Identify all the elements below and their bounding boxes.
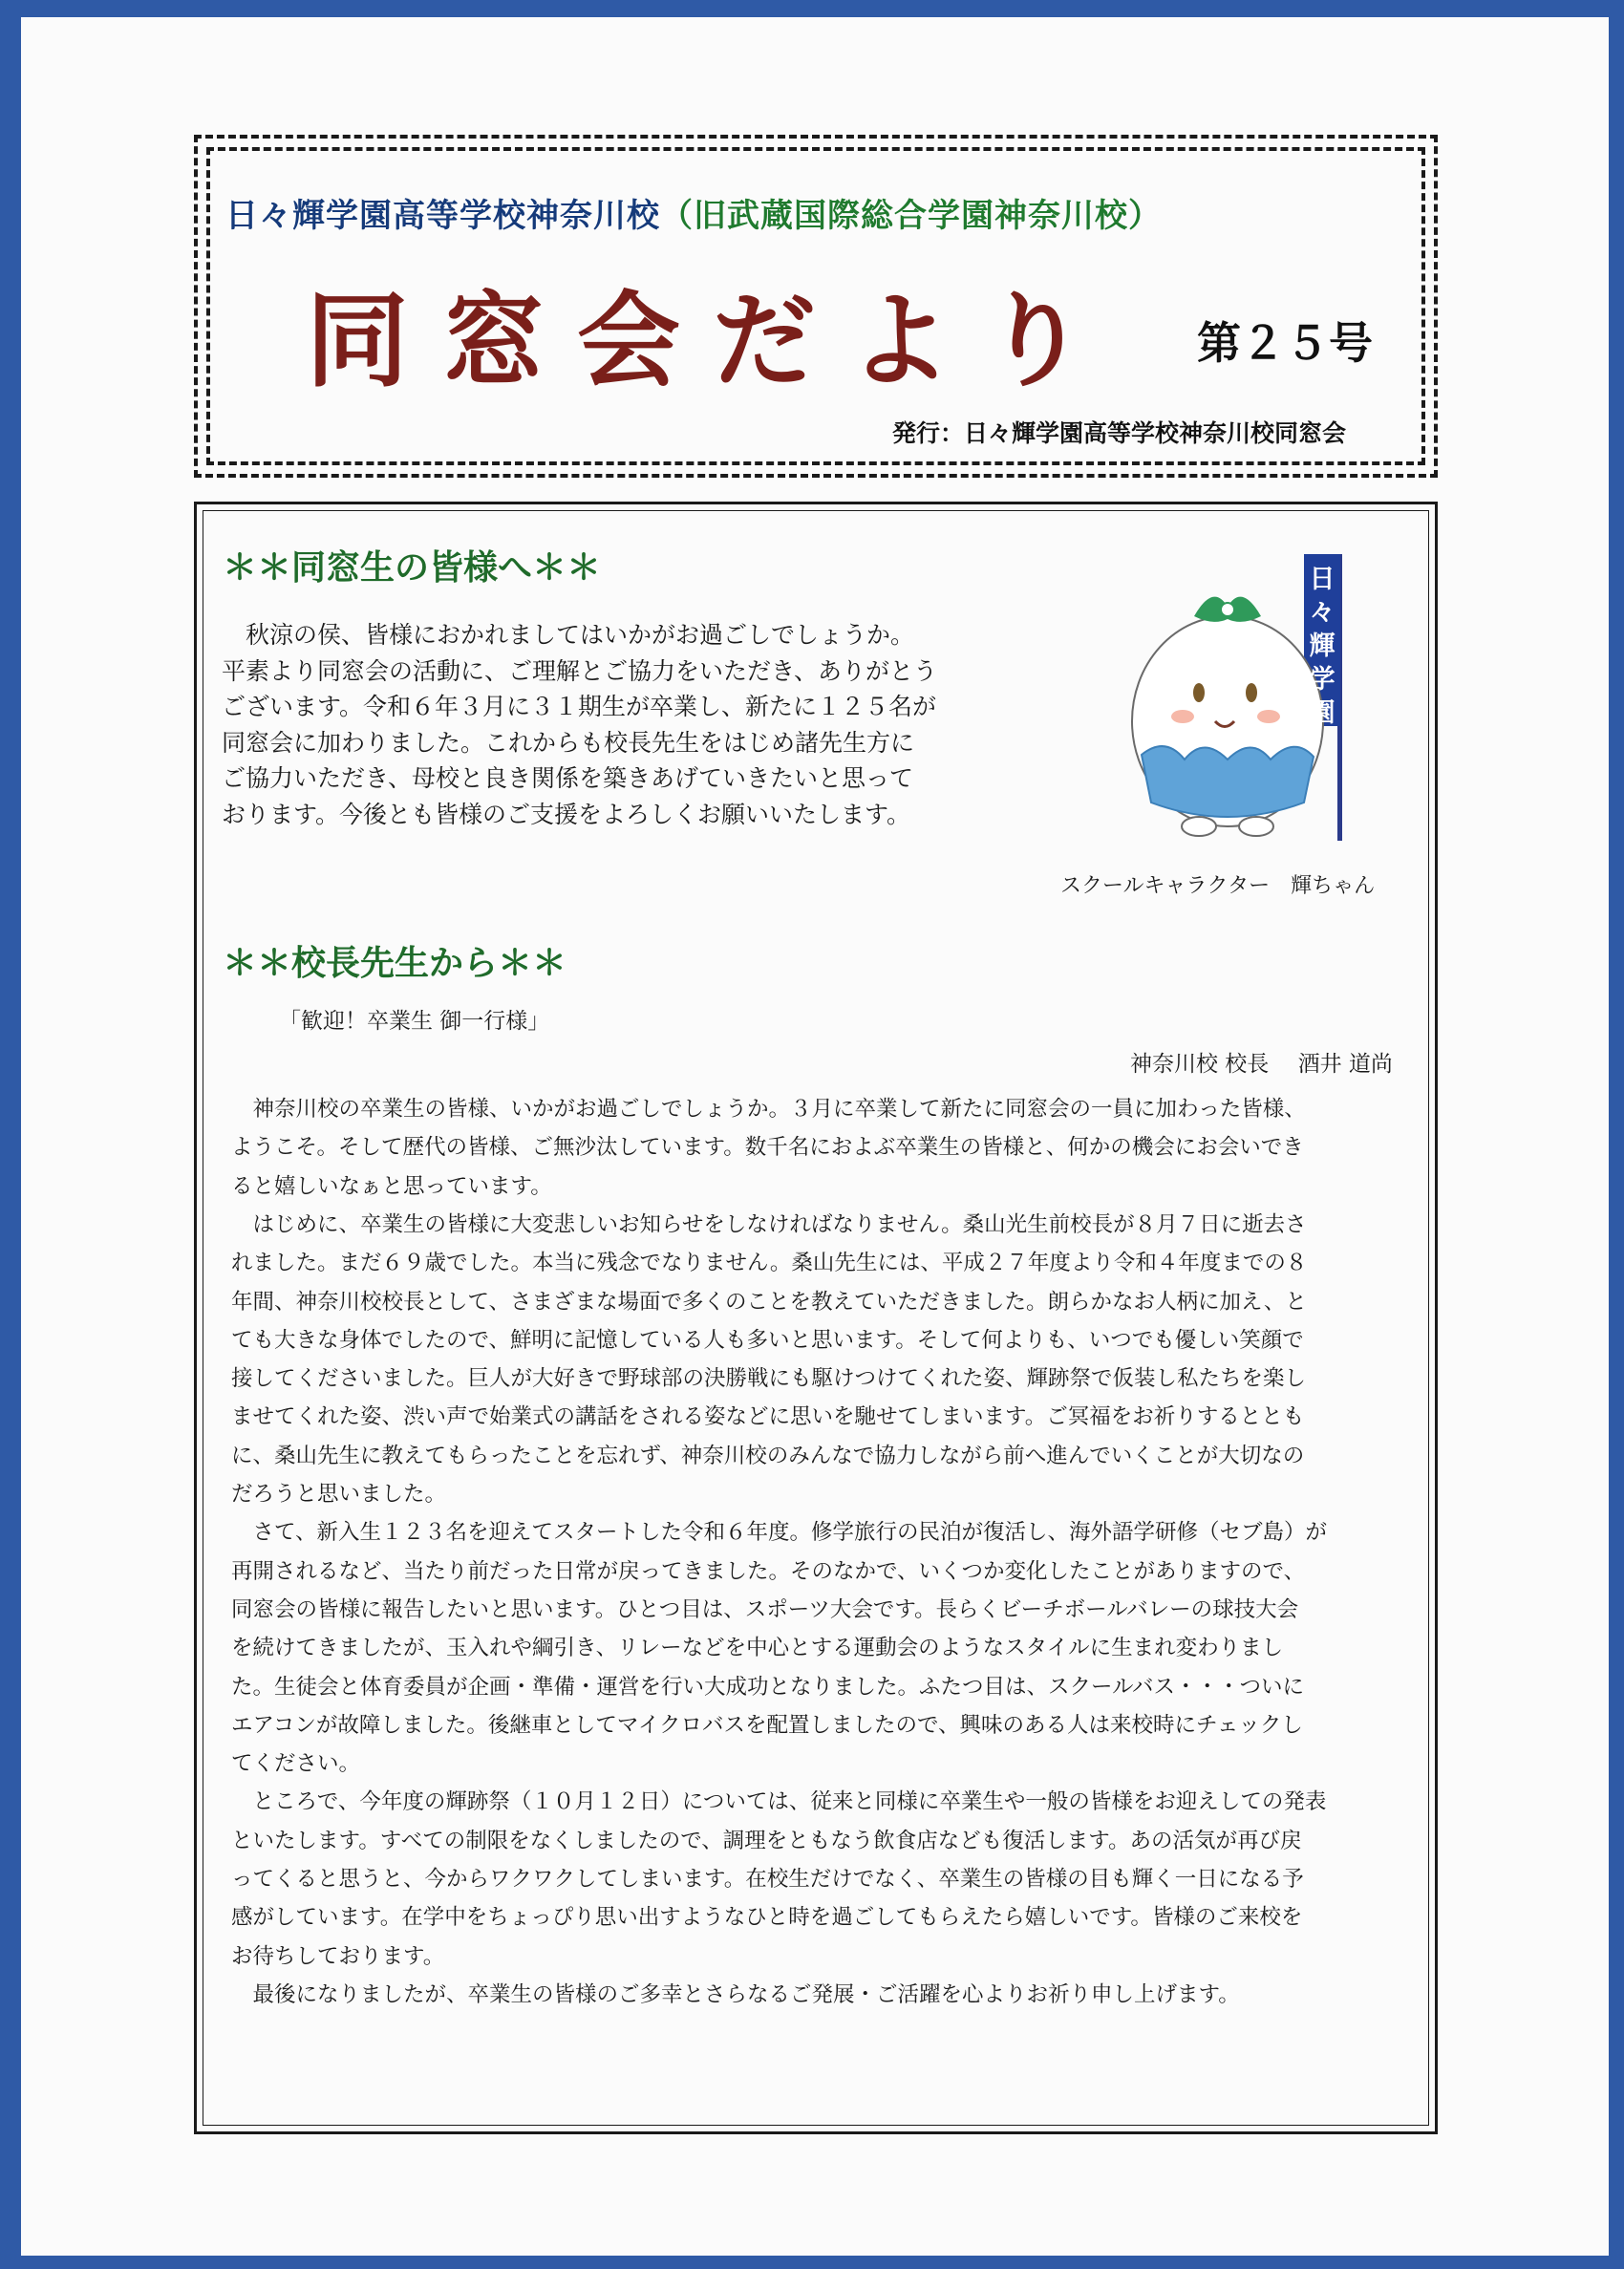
mascot-right-eye [1246, 683, 1257, 702]
body-text-line: ようこそ。そして歴代の皆様、ご無沙汰しています。数千名におよぶ卒業生の皆様と、何かの機会にお会いでき [231, 1135, 1304, 1161]
body-text-line: れました。まだ６９歳でした。本当に残念でなりません。桑山先生には、平成２７年度より令和４年度までの８ [231, 1251, 1308, 1276]
body-text-line: を続けてきましたが、玉入れや綱引き、リレーなどを中心とする運動会のようなスタイルに生まれ変わりまし [231, 1636, 1284, 1661]
newsletter-title: 同窓会だより [306, 281, 1121, 401]
body-text-line: ございます。令和６年３月に３１期生が卒業し、新たに１２５名が [222, 693, 937, 720]
body-text-line: た。生徒会と体育委員が企画・準備・運営を行い大成功となりました。ふたつ目は、スクールバス・・・ついに [231, 1674, 1304, 1700]
scan-border-left [0, 0, 21, 2269]
body-text-line: さて、新入生１２３名を迎えてスタートした令和６年度。修学旅行の民泊が復活し、海外語学研修（セブ島）が [231, 1520, 1328, 1546]
scan-border-top [0, 0, 1624, 17]
mascot-left-cheek [1171, 710, 1194, 723]
mascot-right-cheek [1257, 710, 1280, 723]
scan-border-right [1609, 0, 1624, 2269]
scan-border-bottom [0, 2256, 1624, 2269]
flag-char-1: 日 [1309, 565, 1336, 594]
principal-author: 神奈川校 校長 酒井 道尚 [1130, 1052, 1393, 1077]
school-name-current: 日々輝学園高等学校神奈川校 [225, 197, 660, 235]
body-text-line: ても大きな身体でしたので、鮮明に記憶している人も多いと思います。そして何よりも、いつでも優しい笑顔で [231, 1327, 1304, 1353]
body-text-line: はじめに、卒業生の皆様に大変悲しいお知らせをしなければなりません。桑山光生前校長が８月７日に逝去さ [231, 1211, 1307, 1237]
body-text-line: ところで、今年度の輝跡祭（１０月１２日）については、従来と同様に卒業生や一般の皆様をお迎えしての発表 [231, 1789, 1327, 1815]
body-text-line: てください。 [231, 1751, 361, 1777]
mascot-right-foot [1239, 817, 1273, 836]
mascot-left-foot [1182, 817, 1216, 836]
body-text-line: ると嬉しいなぁと思っています。 [231, 1173, 552, 1199]
body-text-line: ってくると思うと、今からワクワクしてしまいます。在校生だけでなく、卒業生の皆様の目も輝く一日になる予 [231, 1867, 1304, 1892]
body-text-line: 最後になりましたが、卒業生の皆様のご多幸とさらなるご発展・ご活躍を心よりお祈り申し上げます。 [231, 1981, 1240, 2007]
flag-char-3: 輝 [1309, 631, 1336, 661]
body-text-line: 平素より同窓会の活動に、ご理解とご協力をいただき、ありがとう [222, 656, 938, 685]
school-name [225, 189, 1162, 236]
body-text-line: おります。今後とも皆様のご支援をよろしくお願いいたします。 [222, 800, 911, 828]
mascot-sprout [1221, 603, 1234, 616]
flag-char-2: 々 [1309, 598, 1336, 628]
body-text-line: 年間、神奈川校校長として、さまざまな場面で多くのことを教えていただきました。朗らかなお人柄に加え、と [231, 1289, 1307, 1315]
body-text-line: エアコンが故障しました。後継車としてマイクロバスを配置しましたので、興味のある人は来校時にチェックし [231, 1712, 1303, 1738]
body-text-line: 秋涼の侯、皆様におかれましてはいかがお過ごしでしょうか。 [222, 621, 915, 649]
mascot-left-eye [1193, 683, 1205, 702]
body-text-line: 接してくださいました。巨人が大好きで野球部の決勝戦にも駆けつけてくれた姿、輝跡祭で仮装し私たちを楽し [231, 1366, 1307, 1392]
flag-char-4: 学 [1309, 665, 1336, 695]
body-text-line: 感がしています。在学中をちょっぴり思い出すようなひと時を過ごしてもらえたら嬉しいです。皆様のご来校を [231, 1905, 1303, 1931]
body-text-line: 神奈川校の卒業生の皆様、いかがお過ごしでしょうか。３月に卒業して新たに同窓会の一員に加わった皆様、 [231, 1097, 1306, 1122]
body-text-line: ご協力いただき、母校と良き関係を築きあげていきたいと思って [222, 764, 914, 792]
body-text-line: お待ちしております。 [231, 1943, 445, 1969]
body-text-line: 再開されるなど、当たり前だった日常が戻ってきました。そのなかで、いくつか変化したことがありますので、 [231, 1558, 1306, 1584]
publisher-line: 発行：日々輝学園高等学校神奈川校同窓会 [892, 419, 1347, 447]
principal-heading: ＊＊校長先生から＊＊ [223, 944, 567, 983]
body-text-line: 同窓会に加わりました。これからも校長先生をはじめ諸先生方に [222, 728, 915, 757]
flag-char-5: 園 [1309, 698, 1336, 728]
body-text-line: ませてくれた姿、渋い声で始業式の講話をされる姿などに思いを馳せてしまいます。ご冥福をお祈りするととも [231, 1404, 1305, 1430]
body-text-line: に、桑山先生に教えてもらったことを忘れず、神奈川校のみんなで協力しながら前へ進んでいくことが大切なの [231, 1443, 1305, 1468]
body-text-line: といたします。すべての制限をなくしましたので、調理をともなう飲食店なども復活します。あの活気が再び戻 [231, 1828, 1302, 1853]
mascot-illustration [1108, 545, 1385, 860]
principal-message-title: 「歓迎！卒業生 御一行様」 [279, 1009, 550, 1034]
body-text-line: 同窓会の皆様に報告したいと思います。ひとつ目は、スポーツ大会です。長らくビーチボールバレーの球技大会 [231, 1596, 1299, 1622]
school-name-former: （旧武蔵国際総合学園神奈川校） [660, 197, 1162, 235]
body-text-line: だろうと思いました。 [231, 1482, 447, 1507]
issue-number: 第２５号 [1197, 317, 1373, 369]
greeting-heading: ＊＊同窓生の皆様へ＊＊ [223, 548, 602, 588]
mascot-caption: スクールキャラクター 輝ちゃん [1060, 874, 1376, 898]
